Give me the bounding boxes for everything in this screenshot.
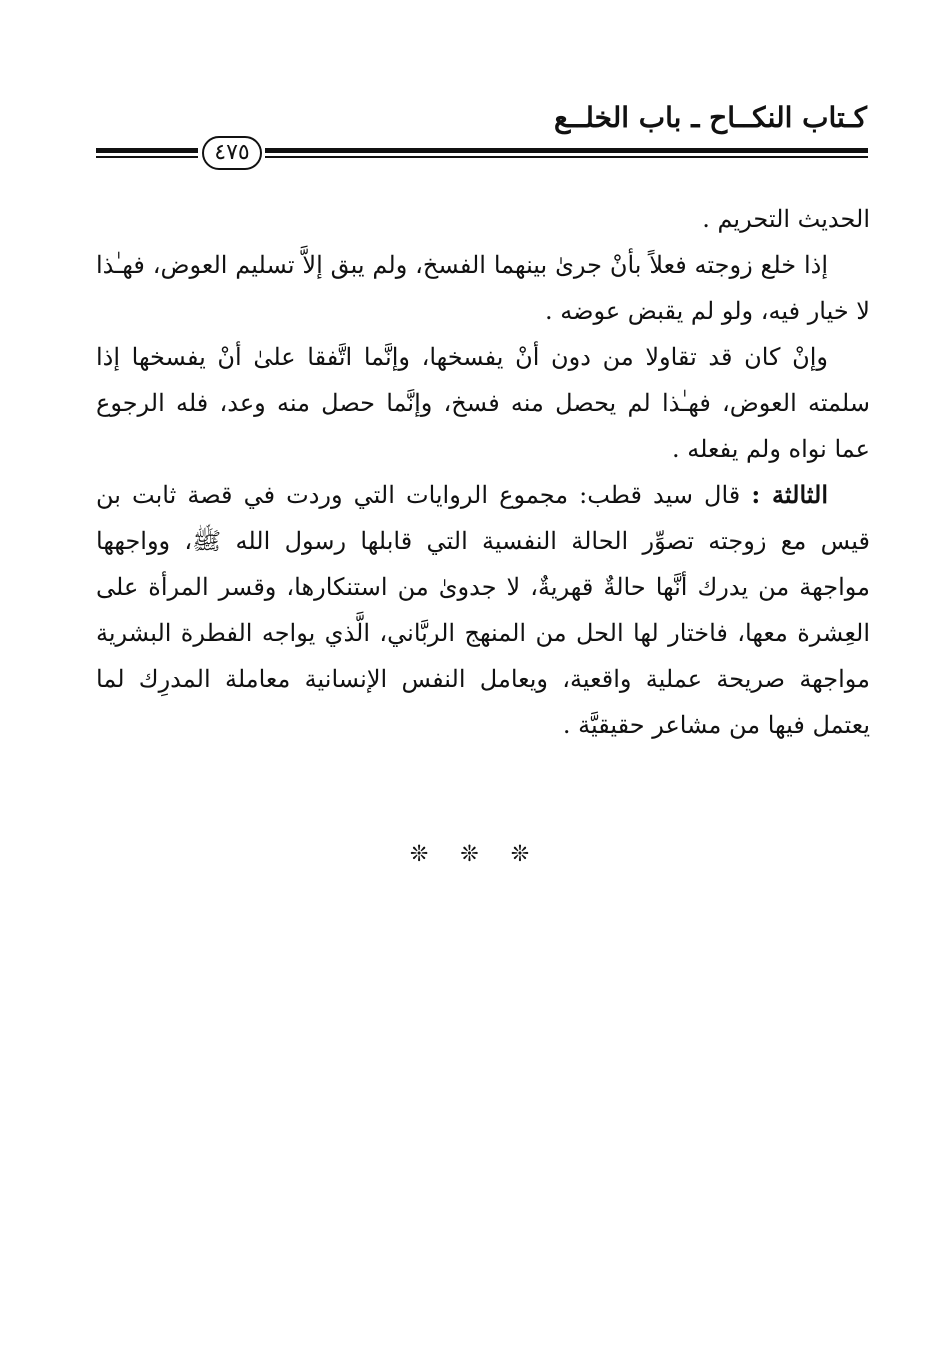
paragraph-2: إذا خلع زوجته فعلاً بأنْ جرىٰ بينهما الفسخ، ولم يبق إلاَّ تسليم العوض، فهـٰذا لا خيار فيه، ولو لم يقبض عوضه . (96, 251, 870, 325)
section-lead-heading: الثالثة : (751, 480, 828, 509)
header-rule-right-thin (265, 156, 868, 158)
page-number: ٤٧٥ (202, 136, 262, 170)
header-rule-left-thick (96, 148, 198, 153)
paragraph-3: وإنْ كان قد تقاولا من دون أنْ يفسخها، وإنَّما اتَّفقا علىٰ أنْ يفسخها إذا سلمته العوض، فهـٰذا لم يحصل منه فسخ، وإنَّما حصل منه وعد، فله الرجوع عما نواه ولم يفعله . (96, 343, 870, 463)
header-rule-right-thick (265, 148, 868, 153)
running-title: كـتاب النكــاح ـ باب الخلــع (554, 101, 867, 134)
header-rule-left-thin (96, 156, 198, 158)
body-text (96, 196, 870, 748)
paragraph-4-text: قال سيد قطب: مجموع الروايات التي وردت في قصة ثابت بن قيس مع زوجته تصوِّر الحالة النفسية التي قابلها رسول الله ﷺ، وواجهها مواجهة من يدرك أنَّها حالةٌ قهريةٌ، لا جدوىٰ من استنكارها، وقسر المرأة على العِشرة معها، فاختار لها الحل من المنهج الربَّاني، الَّذي يواجه الفطرة البشرية مواجهة صريحة عملية واقعية، ويعامل النفس الإنسانية معاملة المدرِك لما يعتمل فيها من مشاعر حقيقيَّة . (96, 481, 871, 739)
paragraph-1: الحديث التحريم . (702, 205, 870, 233)
paragraph-4 (96, 472, 870, 748)
section-end-ornament: ❊❊❊ (409, 842, 562, 867)
